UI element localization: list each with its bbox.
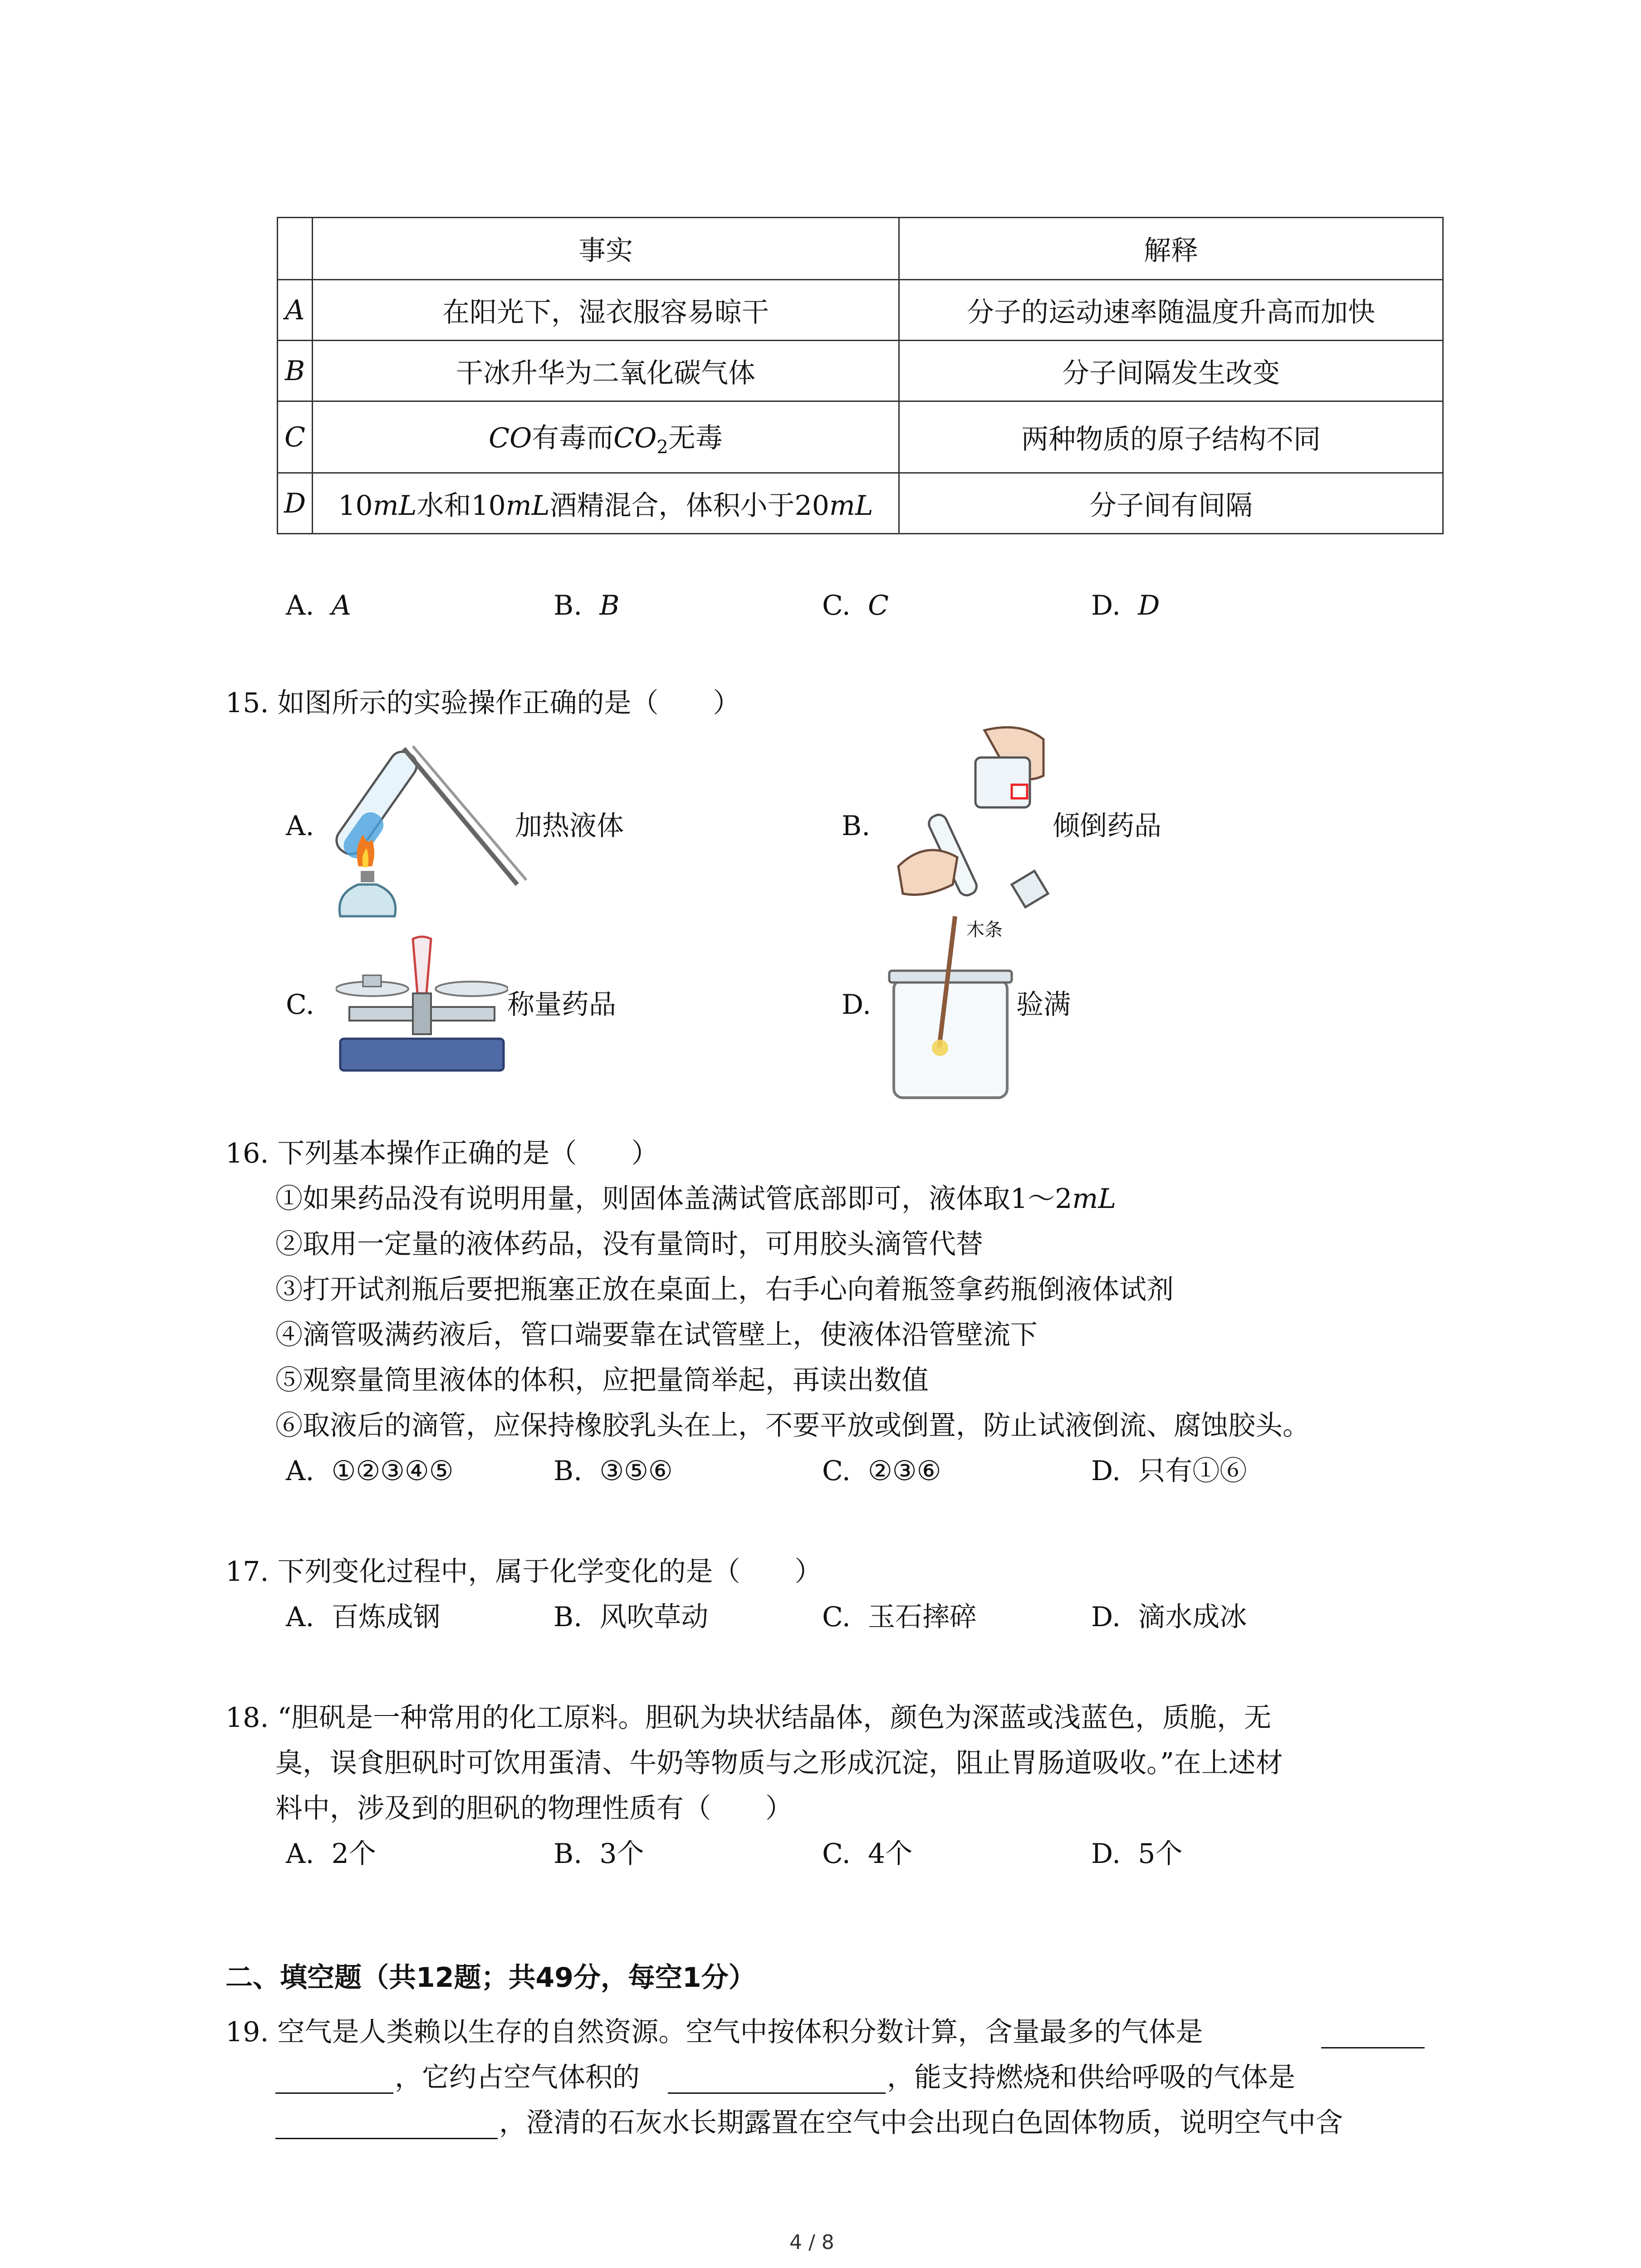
- row-fact: 干冰升华为二氧化碳气体: [313, 341, 899, 401]
- row-fact: 在阳光下，湿衣服容易晾干: [313, 280, 899, 341]
- table-row: [278, 473, 1443, 534]
- table-row: [278, 280, 1443, 341]
- option-key: B.: [554, 1838, 583, 1870]
- option-a[interactable]: [286, 590, 351, 621]
- option-value: A: [331, 590, 351, 621]
- q16-option-c[interactable]: [822, 1455, 941, 1487]
- option-c[interactable]: [822, 590, 889, 621]
- option-value: 玉石摔碎: [868, 1601, 977, 1633]
- q16-option-d[interactable]: [1091, 1455, 1247, 1487]
- row-explanation: 分子的运动速率随温度升高而加快: [899, 280, 1443, 341]
- stopper-icon: [1012, 871, 1048, 907]
- header-fact: 事实: [313, 218, 899, 280]
- option-key: A.: [286, 1601, 314, 1633]
- option-key: B.: [554, 590, 583, 621]
- fact-text: 无毒: [668, 422, 723, 454]
- row-fact: [313, 473, 899, 534]
- section-title: 二、填空题（共12题；共49分，每空1分）: [225, 1962, 756, 1994]
- option-value: 百炼成钢: [331, 1601, 441, 1633]
- q18-option-c[interactable]: [822, 1838, 912, 1870]
- option-value: ②③⑥: [868, 1455, 941, 1487]
- q19-line-1: 19. 空气是人类赖以生存的自然资源。空气中按体积分数计算，含量最多的气体是: [225, 2016, 1203, 2048]
- q15-caption-a: 加热液体: [515, 810, 624, 842]
- q19-line-3: ，澄清的石灰水长期露置在空气中会出现白色固体物质，说明空气中含: [499, 2107, 1343, 2139]
- option-value: 风吹草动: [599, 1601, 709, 1633]
- option-key: C.: [286, 989, 314, 1021]
- q15-option-b[interactable]: [842, 810, 870, 842]
- option-value: 2个: [331, 1838, 376, 1870]
- option-value: 3个: [599, 1838, 644, 1870]
- q17-option-b[interactable]: [554, 1601, 708, 1633]
- stick-label: 木条: [966, 919, 1003, 940]
- option-value: C: [868, 590, 889, 621]
- q15-option-c[interactable]: [286, 989, 314, 1021]
- row-explanation: 分子间有间隔: [899, 473, 1443, 534]
- option-key: D.: [1091, 1455, 1121, 1487]
- q17-option-c[interactable]: [822, 1601, 977, 1633]
- q19-line-2a: ，它约占空气体积的: [395, 2062, 640, 2093]
- q17-stem: 17. 下列变化过程中，属于化学变化的是（ ）: [225, 1556, 822, 1588]
- q16-item-5: ⑤观察量筒里液体的体积，应把量筒举起，再读出数值: [275, 1364, 929, 1396]
- number: 10: [471, 489, 506, 522]
- option-value: D: [1138, 590, 1160, 621]
- option-key: C.: [822, 1601, 851, 1633]
- option-key: A.: [286, 1838, 314, 1870]
- option-key: B.: [554, 1455, 583, 1487]
- option-d[interactable]: [1091, 590, 1160, 621]
- q16-stem: 16. 下列基本操作正确的是（ ）: [225, 1138, 659, 1169]
- option-key: D.: [1091, 1838, 1121, 1870]
- q18-option-a[interactable]: [286, 1838, 376, 1870]
- row-label: B: [278, 341, 313, 401]
- option-value: 4个: [868, 1838, 913, 1870]
- option-key: D.: [1091, 1601, 1121, 1633]
- q16-item-3: ③打开试剂瓶后要把瓶塞正放在桌面上，右手心向着瓶签拿药瓶倒液体试剂: [275, 1274, 1174, 1305]
- number: 10: [338, 489, 373, 522]
- option-key: B.: [554, 1601, 583, 1633]
- answer-blank[interactable]: [275, 2138, 498, 2139]
- table-header-row: [278, 218, 1443, 280]
- facts-table: [277, 217, 1444, 534]
- balance-icon: [336, 937, 508, 1070]
- row-label: D: [278, 473, 313, 534]
- pouring-figure: [889, 721, 1071, 939]
- q17-option-a[interactable]: [286, 1601, 441, 1633]
- q17-option-d[interactable]: [1091, 1601, 1247, 1633]
- fact-text: 水和: [416, 489, 471, 522]
- q18-line-3: 料中，涉及到的胆矾的物理性质有（ ）: [275, 1793, 793, 1824]
- option-key: A.: [286, 810, 314, 842]
- unit: mL: [1072, 1183, 1117, 1215]
- q15-stem: 15. 如图所示的实验操作正确的是（ ）: [225, 687, 740, 719]
- q15-caption-d: 验满: [1016, 989, 1071, 1021]
- option-key: A.: [286, 590, 314, 621]
- formula-co2: CO: [613, 422, 657, 454]
- formula-co: CO: [489, 422, 532, 454]
- unit: mL: [505, 489, 550, 522]
- table-row: [278, 341, 1443, 401]
- row-explanation: 分子间隔发生改变: [899, 341, 1443, 401]
- page-number: 4 / 8: [789, 2231, 834, 2254]
- row-label: C: [278, 401, 313, 473]
- gas-jar-icon: [889, 971, 1012, 1098]
- header-explanation: 解释: [899, 218, 1443, 280]
- q18-option-b[interactable]: [554, 1838, 644, 1870]
- fact-text: 酒精混合，体积小于: [549, 489, 795, 522]
- answer-blank[interactable]: [1321, 2047, 1425, 2048]
- q15-caption-b: 倾倒药品: [1053, 810, 1161, 842]
- balance-figure: [336, 934, 508, 1075]
- option-value: 滴水成冰: [1138, 1601, 1247, 1633]
- q16-item-1: [275, 1183, 1116, 1215]
- option-value: ①②③④⑤: [331, 1455, 454, 1487]
- q16-item-6: ⑥取液后的滴管，应保持橡胶乳头在上，不要平放或倒置，防止试液倒流、腐蚀胶头。: [275, 1410, 1310, 1442]
- option-b[interactable]: [554, 590, 619, 621]
- unit: mL: [829, 489, 873, 522]
- q15-option-d[interactable]: [842, 989, 871, 1021]
- option-key: D.: [1091, 590, 1121, 621]
- table-row: [278, 401, 1443, 473]
- q16-item-2: ②取用一定量的液体药品，没有量筒时，可用胶头滴管代替: [275, 1228, 983, 1260]
- option-key: B.: [842, 810, 871, 842]
- formula-subscript: 2: [656, 437, 668, 458]
- option-value: 5个: [1138, 1838, 1183, 1870]
- item-text: ①如果药品没有说明用量，则固体盖满试管底部即可，液体取1～2: [275, 1183, 1073, 1215]
- q16-option-a[interactable]: [286, 1455, 454, 1487]
- option-value: 只有①⑥: [1138, 1455, 1247, 1487]
- q18-line-1: 18. “胆矾是一种常用的化工原料。胆矾为块状结晶体，颜色为深蓝或浅蓝色，质脆，无: [225, 1702, 1272, 1734]
- q18-line-2: 臭，误食胆矾时可饮用蛋清、牛奶等物质与之形成沉淀，阻止胃肠道吸收。”在上述材: [275, 1747, 1283, 1779]
- fact-text: 有毒而: [532, 422, 614, 454]
- q16-item-4: ④滴管吸满药液后，管口端要靠在试管壁上，使液体沿管壁流下: [275, 1319, 1038, 1351]
- row-explanation: 两种物质的原子结构不同: [899, 401, 1443, 473]
- row-fact: [313, 401, 899, 473]
- unit: mL: [372, 489, 417, 522]
- option-key: A.: [286, 1455, 314, 1487]
- option-value: ③⑤⑥: [599, 1455, 673, 1487]
- q15-option-a[interactable]: [286, 810, 314, 842]
- number: 20: [794, 489, 829, 522]
- table-corner-cell: [278, 218, 313, 280]
- hand-test-tube-icon: [898, 812, 979, 898]
- q18-option-d[interactable]: [1091, 1838, 1182, 1870]
- answer-blank[interactable]: [668, 2092, 886, 2094]
- option-value: B: [599, 590, 620, 621]
- option-key: C.: [822, 1455, 851, 1487]
- answer-blank[interactable]: [275, 2092, 393, 2094]
- row-label: A: [278, 280, 313, 341]
- hand-bottle-icon: [975, 727, 1043, 807]
- q15-caption-c: 称量药品: [507, 989, 616, 1021]
- q19-line-2b: ，能支持燃烧和供给呼吸的气体是: [887, 2062, 1295, 2093]
- option-key: C.: [822, 590, 851, 621]
- option-key: D.: [842, 989, 872, 1021]
- q16-option-b[interactable]: [554, 1455, 673, 1487]
- option-key: C.: [822, 1838, 851, 1870]
